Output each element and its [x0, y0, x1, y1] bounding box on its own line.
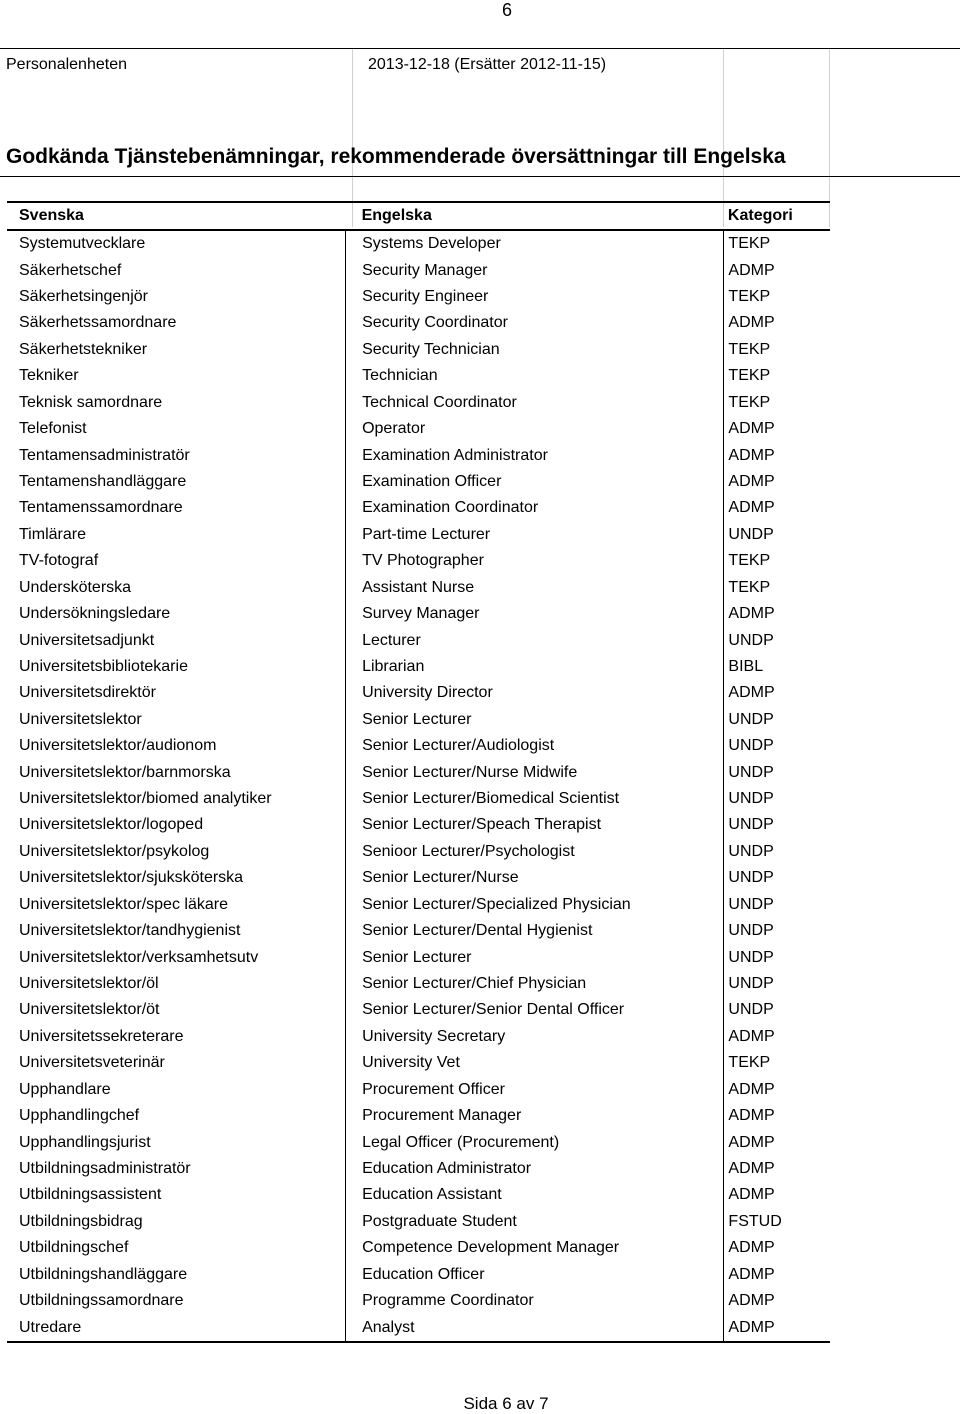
table-row [7, 918, 830, 944]
cell-svenska: Universitetslektor/öl [19, 975, 159, 993]
cell-kategori: BIBL [724, 654, 830, 680]
cell-kategori: UNDP [724, 997, 830, 1023]
cell-engelska: Senior Lecturer/Biomedical Scientist [346, 786, 724, 812]
cell-kategori: UNDP [724, 707, 830, 733]
cell-kategori: ADMP [724, 1103, 830, 1129]
cell-engelska: Education Assistant [346, 1182, 724, 1208]
table-row [7, 812, 830, 838]
cell-engelska: Technical Coordinator [346, 390, 724, 416]
table-row [7, 310, 830, 336]
cell-svenska: Teknisk samordnare [19, 393, 163, 411]
cell-svenska: Tentamenshandläggare [19, 473, 187, 490]
table-row [7, 707, 830, 733]
table-row [7, 601, 830, 627]
cell-engelska: Survey Manager [346, 601, 724, 627]
cell-svenska: Universitetslektor [19, 710, 142, 728]
cell-kategori: UNDP [724, 918, 830, 944]
cell-kategori: TEKP [724, 1050, 830, 1076]
cell-svenska: Utbildningsassistent [19, 1186, 162, 1204]
cell-kategori: UNDP [724, 733, 830, 759]
cell-kategori: ADMP [724, 680, 830, 706]
cell-engelska: Procurement Officer [346, 1077, 724, 1103]
cell-svenska: Universitetslektor/psykolog [19, 842, 210, 860]
cell-engelska: Education Administrator [346, 1156, 724, 1182]
table-row [7, 1235, 830, 1261]
cell-svenska: Utbildningsbidrag [19, 1212, 143, 1230]
cell-engelska: Programme Coordinator [346, 1288, 724, 1314]
table-row [7, 1103, 830, 1129]
table-row [7, 944, 830, 970]
header-rule-top [0, 48, 960, 49]
cell-kategori: ADMP [724, 495, 830, 521]
cell-engelska: Senior Lecturer/Dental Hygienist [346, 918, 724, 944]
cell-engelska: Education Officer [346, 1261, 724, 1287]
cell-engelska: Procurement Manager [346, 1103, 724, 1129]
table-row [7, 522, 830, 548]
table-row [7, 786, 830, 812]
cell-kategori: TEKP [724, 548, 830, 574]
cell-svenska: Universitetslektor/tandhygienist [19, 922, 241, 940]
cell-svenska: Utredare [7, 1314, 346, 1341]
cell-engelska: Systems Developer [346, 230, 724, 257]
table-row [7, 1156, 830, 1182]
cell-kategori: TEKP [724, 363, 830, 389]
cell-svenska: Utbildningschef [19, 1239, 129, 1257]
cell-svenska: Utbildningsadministratör [19, 1159, 191, 1177]
cell-engelska: Examination Administrator [346, 442, 724, 468]
cell-engelska: Examination Officer [346, 469, 724, 495]
table-row [7, 1261, 830, 1287]
table-row [7, 654, 830, 680]
cell-engelska: Senior Lecturer/Nurse Midwife [346, 759, 724, 785]
cell-kategori: ADMP [724, 310, 830, 336]
cell-kategori: ADMP [724, 1235, 830, 1261]
cell-engelska: Operator [346, 416, 724, 442]
page-number: 6 [501, 0, 512, 20]
table-row [7, 759, 830, 785]
table-row [7, 839, 830, 865]
table-row [7, 574, 830, 600]
cell-engelska: Security Engineer [346, 284, 724, 310]
table-row [7, 390, 830, 416]
table-body [7, 230, 830, 1342]
table-row [7, 1050, 830, 1076]
cell-svenska: Universitetsdirektör [19, 684, 156, 702]
cell-svenska: Undersköterska [19, 578, 132, 596]
cell-svenska: Säkerhetssamordnare [19, 314, 177, 332]
cell-svenska: Universitetslektor/spec läkare [19, 895, 228, 913]
table-row [7, 892, 830, 918]
cell-engelska: Security Coordinator [346, 310, 724, 336]
cell-engelska: Senior Lecturer [346, 707, 724, 733]
cell-kategori: TEKP [724, 337, 830, 363]
cell-svenska: Tentamensadministratör [19, 446, 190, 464]
cell-kategori: ADMP [724, 442, 830, 468]
cell-engelska: Security Manager [346, 257, 724, 283]
column-header-svenska: Svenska [7, 202, 346, 230]
cell-svenska: Utbildningssamordnare [19, 1292, 184, 1310]
cell-engelska: Senior Lecturer/Speach Therapist [346, 812, 724, 838]
cell-svenska: Universitetslektor/audionom [19, 737, 217, 755]
column-header-engelska: Engelska [346, 202, 724, 230]
table-row [7, 469, 830, 495]
table-row [7, 971, 830, 997]
cell-svenska: Säkerhetschef [19, 261, 122, 279]
table-row [7, 337, 830, 363]
cell-engelska: Postgraduate Student [346, 1209, 724, 1235]
table-row [7, 1182, 830, 1208]
table-row [7, 1024, 830, 1050]
table-row [7, 865, 830, 891]
cell-engelska: Lecturer [346, 627, 724, 653]
cell-svenska: Utbildningshandläggare [19, 1265, 188, 1283]
table-row [7, 1209, 830, 1235]
cell-engelska: Legal Officer (Procurement) [346, 1129, 724, 1155]
table-row [7, 257, 830, 283]
cell-engelska: Part-time Lecturer [346, 522, 724, 548]
cell-kategori: TEKP [724, 574, 830, 600]
cell-kategori: ADMP [724, 1288, 830, 1314]
cell-engelska: Senior Lecturer [346, 944, 724, 970]
cell-svenska: Upphandlingsjurist [19, 1133, 151, 1151]
cell-engelska: Senior Lecturer/Senior Dental Officer [346, 997, 724, 1023]
cell-svenska: Universitetsveterinär [19, 1054, 165, 1072]
cell-kategori: ADMP [724, 1024, 830, 1050]
cell-engelska: Senior Lecturer/Audiologist [346, 733, 724, 759]
cell-kategori: ADMP [724, 416, 830, 442]
cell-engelska: Technician [346, 363, 724, 389]
cell-kategori: UNDP [724, 971, 830, 997]
cell-engelska: Examination Coordinator [346, 495, 724, 521]
table-row [7, 680, 830, 706]
cell-svenska: Universitetsadjunkt [19, 631, 155, 649]
cell-svenska: Timlärare [19, 525, 86, 543]
cell-engelska: Senior Lecturer/Specialized Physician [346, 892, 724, 918]
cell-svenska: Systemutvecklare [19, 235, 146, 253]
cell-svenska: Universitetslektor/verksamhetsutv [19, 948, 259, 966]
table-row [7, 733, 830, 759]
cell-kategori: UNDP [724, 759, 830, 785]
cell-kategori: ADMP [724, 1261, 830, 1287]
cell-engelska: TV Photographer [346, 548, 724, 574]
cell-svenska: Universitetslektor/barnmorska [19, 763, 231, 781]
table-row [7, 627, 830, 653]
cell-kategori: UNDP [724, 892, 830, 918]
cell-svenska: Telefonist [19, 420, 87, 438]
unit-name: Personalenheten [6, 56, 127, 73]
table-row [7, 548, 830, 574]
table-header-row [7, 202, 830, 230]
cell-svenska: Universitetslektor/logoped [19, 816, 204, 834]
cell-svenska: TV-fotograf [19, 552, 99, 570]
table-row [7, 284, 830, 310]
cell-svenska: Säkerhetstekniker [19, 340, 148, 358]
cell-kategori: ADMP [724, 1077, 830, 1103]
cell-engelska: Senior Lecturer/Chief Physician [346, 971, 724, 997]
cell-kategori: UNDP [724, 839, 830, 865]
cell-kategori: FSTUD [724, 1209, 830, 1235]
cell-engelska: University Vet [346, 1050, 724, 1076]
cell-kategori: UNDP [724, 786, 830, 812]
page-footer: Sida 6 av 7 [463, 1394, 549, 1413]
table-row [7, 495, 830, 521]
cell-svenska: Universitetsbibliotekarie [19, 657, 188, 675]
document-date: 2013-12-18 (Ersätter 2012-11-15) [368, 56, 607, 73]
cell-engelska: Security Technician [346, 337, 724, 363]
column-header-kategori: Kategori [724, 202, 830, 230]
cell-kategori: TEKP [724, 284, 830, 310]
cell-engelska: University Director [346, 680, 724, 706]
cell-engelska: Senioor Lecturer/Psychologist [346, 839, 724, 865]
cell-engelska: Analyst [346, 1314, 724, 1341]
cell-engelska: Senior Lecturer/Nurse [346, 865, 724, 891]
cell-svenska: Tentamenssamordnare [19, 499, 183, 517]
cell-kategori: UNDP [724, 944, 830, 970]
table-row [7, 442, 830, 468]
cell-engelska: Librarian [346, 654, 724, 680]
cell-kategori: ADMP [724, 601, 830, 627]
cell-kategori: ADMP [724, 1129, 830, 1155]
table-row [7, 363, 830, 389]
cell-svenska: Undersökningsledare [19, 605, 171, 623]
table-row [7, 1314, 830, 1341]
document-title: Godkända Tjänstebenämningar, rekommenderade översättningar till Engelska [6, 145, 786, 168]
cell-kategori: TEKP [724, 390, 830, 416]
table-row [7, 997, 830, 1023]
cell-svenska: Universitetslektor/öt [19, 1001, 160, 1019]
cell-kategori: UNDP [724, 627, 830, 653]
cell-svenska: Universitetslektor/sjuksköterska [19, 869, 244, 887]
cell-kategori: ADMP [724, 1314, 830, 1341]
header-rule-title [0, 176, 960, 177]
cell-svenska: Tekniker [19, 367, 79, 385]
cell-svenska: Säkerhetsingenjör [19, 288, 148, 306]
cell-kategori: UNDP [724, 865, 830, 891]
cell-kategori: ADMP [724, 1156, 830, 1182]
cell-kategori: ADMP [724, 1182, 830, 1208]
cell-kategori: ADMP [724, 469, 830, 495]
cell-svenska: Universitetslektor/biomed analytiker [19, 790, 272, 808]
table-row [7, 1129, 830, 1155]
table-row [7, 1288, 830, 1314]
cell-svenska: Upphandlingchef [19, 1107, 140, 1125]
cell-kategori: TEKP [724, 230, 830, 257]
cell-kategori: UNDP [724, 812, 830, 838]
cell-svenska: Upphandlare [19, 1080, 111, 1098]
cell-kategori: UNDP [724, 522, 830, 548]
table-row [7, 230, 830, 257]
cell-engelska: Competence Development Manager [346, 1235, 724, 1261]
cell-engelska: Assistant Nurse [346, 574, 724, 600]
cell-kategori: ADMP [724, 257, 830, 283]
terms-table [7, 201, 830, 1343]
table-row [7, 416, 830, 442]
cell-svenska: Universitetssekreterare [19, 1027, 184, 1045]
cell-engelska: University Secretary [346, 1024, 724, 1050]
table-row [7, 1077, 830, 1103]
